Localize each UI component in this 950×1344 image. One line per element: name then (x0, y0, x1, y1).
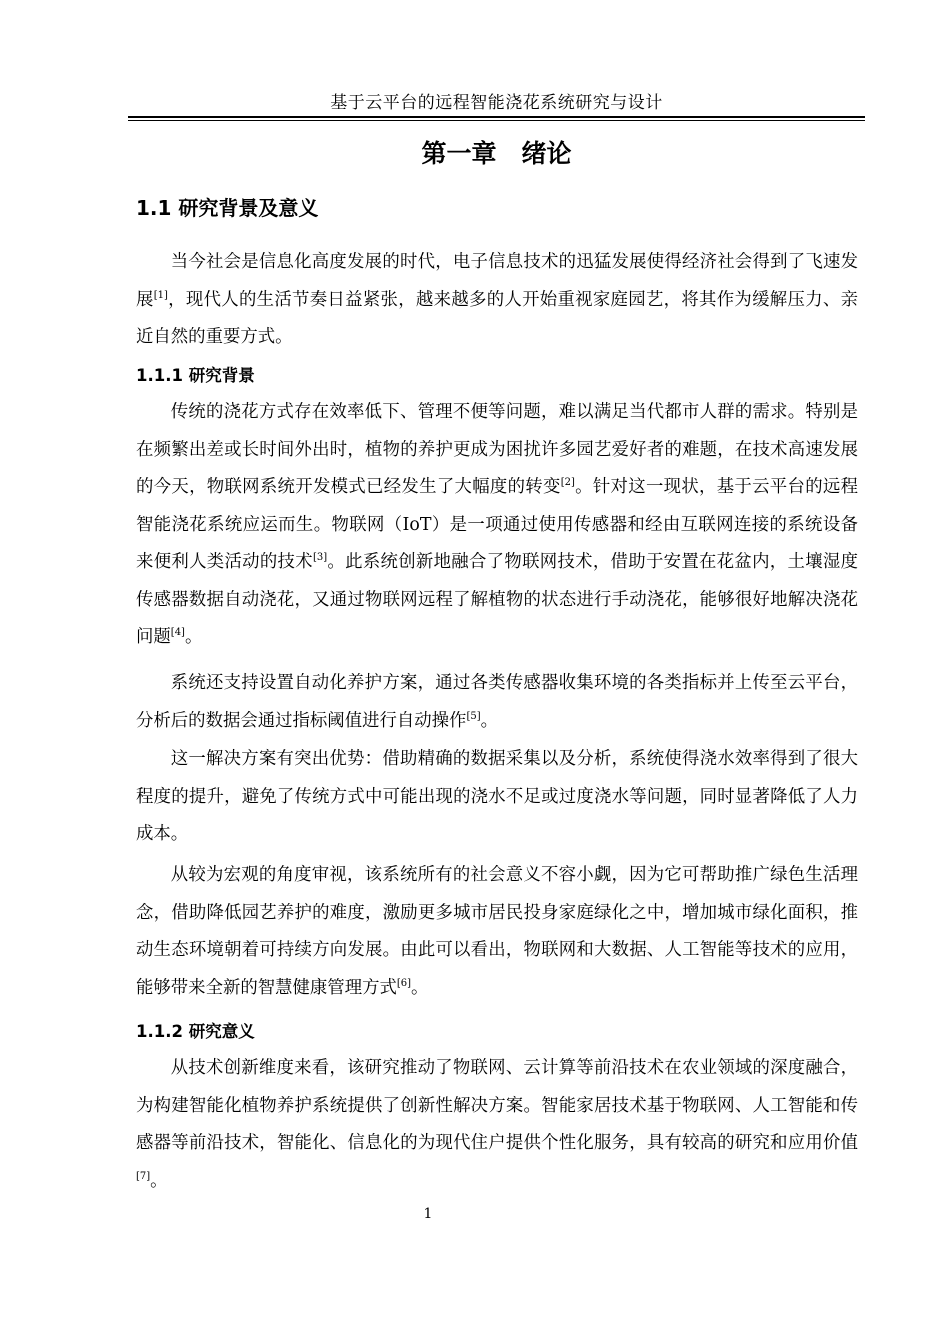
citation-ref: [5] (466, 710, 481, 722)
paragraph-text: 从技术创新维度来看，该研究推动了物联网、云计算等前沿技术在农业领域的深度融合，为构建智能化植物养护系统提供了创新性解决方案。智能家居技术基于物联网、人工智能和传感器等前沿技术，智能化、信息化的为现代住户提供个性化服务，具有较高的研究和应用价值 (136, 1058, 858, 1153)
citation-ref: [1] (153, 289, 168, 301)
section-heading-1-1-2: 1.1.2 研究意义 (136, 1022, 255, 1041)
paragraph-text: ，现代人的生活节奏日益紧张，越来越多的人开始重视家庭园艺，将其作为缓解压力、亲近自然的重要方式。 (136, 289, 858, 347)
citation-ref: [2] (560, 477, 575, 489)
section-heading-1-1-1: 1.1.1 研究背景 (136, 366, 255, 385)
paragraph-automation (136, 665, 858, 740)
header-rule-thin (128, 120, 865, 121)
paragraph-significance (136, 1050, 858, 1200)
citation-ref: [7] (136, 1170, 151, 1182)
paragraph-text: 当今社会是信息化高度发展的时代，电子信息技术的迅猛发展使得经济社会得到了飞速发展 (136, 252, 858, 310)
paragraph-text: 。 (184, 627, 203, 647)
paragraph-text: 。此系统创新地融合了物联网技术，借助于安置在花盆内，土壤湿度传感器数据自动浇花，又通过物联网远程了解植物的状态进行手动浇花，能够很好地解决浇花问题 (136, 552, 858, 647)
running-header: 基于云平台的远程智能浇花系统研究与设计 (330, 93, 663, 113)
paragraph-text: 。针对这一现状，基于云平台的远程智能浇花系统应运而生。物联网（IoT）是一项通过使用传感器和经由互联网连接的系统设备来便利人类活动的技术 (136, 477, 858, 572)
header-rule-thick (128, 116, 865, 118)
paragraph-background (136, 394, 858, 657)
paragraph-text: 。 (480, 710, 499, 731)
chapter-title: 第一章 绪论 (421, 139, 572, 168)
page-number: 1 (423, 1206, 433, 1222)
citation-ref: [3] (312, 552, 328, 564)
section-heading-1-1: 1.1 研究背景及意义 (136, 196, 319, 220)
paragraph-text: 传统的浇花方式存在效率低下、管理不便等问题，难以满足当代都市人群的需求。特别是在频繁出差或长时间外出时，植物的养护更成为困扰许多园艺爱好者的难题，在技术高速发展的今天，物联网系统开发模式已经发生了大幅度的转变 (136, 402, 858, 497)
paragraph-text: 。 (150, 1170, 168, 1191)
paragraph-social (136, 857, 858, 1007)
paragraph-text: 从较为宏观的角度审视，该系统所有的社会意义不容小觑，因为它可帮助推广绿色生活理念，借助降低园艺养护的难度，激励更多城市居民投身家庭绿化之中，增加城市绿化面积，推动生态环境朝着可持续方向发展。由此可以看出，物联网和大数据、人工智能等技术的应用，能够带来全新的智慧健康管理方式 (136, 865, 858, 998)
paragraph-text: 。 (411, 977, 429, 998)
paragraph-text: 这一解决方案有突出优势：借助精确的数据采集以及分析，系统使得浇水效率得到了很大程度的提升，避免了传统方式中可能出现的浇水不足或过度浇水等问题，同时显著降低了人力成本。 (136, 749, 858, 844)
paragraph-intro (136, 244, 858, 357)
paragraph-text: 系统还支持设置自动化养护方案，通过各类传感器收集环境的各类指标并上传至云平台，分析后的数据会通过指标阈值进行自动操作 (136, 673, 858, 731)
citation-ref: [6] (396, 977, 412, 989)
paragraph-advantages (136, 741, 858, 854)
citation-ref: [4] (170, 627, 185, 639)
